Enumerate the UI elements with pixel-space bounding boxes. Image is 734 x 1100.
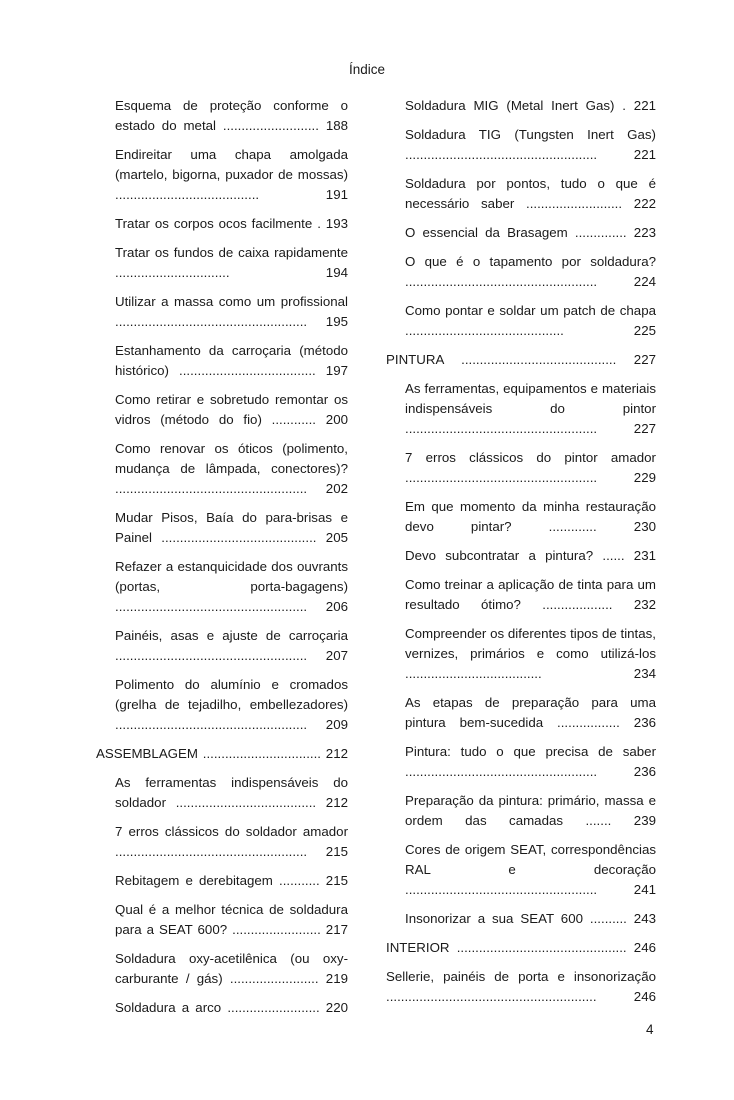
toc-entry-page: 222 <box>622 196 656 211</box>
toc-dot-leader: .................................................... <box>115 717 308 732</box>
toc-entry-title: Em que momento da minha restauração devo pintar? <box>405 499 656 534</box>
toc-dot-leader: ....... <box>585 813 612 828</box>
toc-dot-leader: .................................................... <box>405 470 598 485</box>
toc-entry-title: Soldadura MIG (Metal Inert Gas) <box>405 98 623 113</box>
toc-entry-title: Estanhamento da carroçaria (método histórico) <box>115 343 348 378</box>
toc-entry-title: Painéis, asas e ajuste de carroçaria <box>115 628 348 643</box>
toc-dot-leader: ................... <box>542 597 613 612</box>
toc-entry[interactable] <box>386 301 656 341</box>
toc-entry-page: 209 <box>307 717 348 732</box>
toc-dot-leader: .................................................... <box>115 481 308 496</box>
toc-entry[interactable] <box>96 998 348 1018</box>
toc-entry[interactable] <box>96 96 348 136</box>
toc-dot-leader: ............................... <box>115 265 230 280</box>
toc-entry-title: As ferramentas, equipamentos e materiais indispensáveis do pintor <box>405 381 656 416</box>
toc-entry-page: 205 <box>316 530 348 545</box>
toc-entry[interactable] <box>96 557 348 617</box>
toc-dot-leader: .................................................... <box>115 844 308 859</box>
toc-entry[interactable] <box>96 145 348 205</box>
toc-dot-leader: ......................... <box>227 1000 320 1015</box>
toc-dot-leader: .......................................... <box>161 530 317 545</box>
toc-entry-page: 225 <box>563 323 656 338</box>
toc-entry-title: Polimento do alumínio e cromados (grelha de tejadilho, embellezadores) <box>115 677 348 712</box>
toc-entry[interactable] <box>96 214 348 234</box>
toc-entry-title: O que é o tapamento por soldadura? <box>405 254 656 269</box>
toc-entry-page: 224 <box>597 274 656 289</box>
toc-entry-page: 243 <box>626 911 656 926</box>
toc-entry-page: 193 <box>320 216 348 231</box>
toc-entry-title: Soldadura por pontos, tudo o que é necessário saber <box>405 176 656 211</box>
toc-entry-title: ASSEMBLAGEM <box>96 746 203 761</box>
toc-dot-leader: .................................................... <box>115 599 308 614</box>
toc-entry-page: 246 <box>596 989 656 1004</box>
toc-entry[interactable] <box>386 546 656 566</box>
toc-entry-page: 232 <box>612 597 656 612</box>
toc-dot-leader: .................................................... <box>405 421 598 436</box>
toc-entry-page: 215 <box>319 873 348 888</box>
toc-entry-page: 191 <box>259 187 348 202</box>
toc-dot-leader: .................................................... <box>405 764 598 779</box>
toc-dot-leader: ........................ <box>229 971 319 986</box>
toc-entry-title: Tratar os fundos de caixa rapidamente <box>115 245 348 260</box>
toc-entry-page: 230 <box>596 519 656 534</box>
toc-entry[interactable] <box>386 448 656 488</box>
toc-dot-leader: ........... <box>279 873 320 888</box>
toc-entry[interactable] <box>386 575 656 615</box>
toc-entry[interactable] <box>386 223 656 243</box>
page-header-title: Índice <box>348 62 386 77</box>
toc-column-right <box>386 96 656 1016</box>
toc-entry[interactable] <box>386 96 656 116</box>
toc-entry-title: PINTURA <box>386 352 462 367</box>
toc-entry[interactable] <box>386 252 656 292</box>
toc-dot-leader: .......................... <box>222 118 319 133</box>
toc-entry[interactable] <box>386 497 656 537</box>
toc-entry-title: As ferramentas indispensáveis do soldador <box>115 775 348 810</box>
toc-entry-title: Soldadura TIG (Tungsten Inert Gas) <box>405 127 656 142</box>
toc-entry-page: 219 <box>318 971 348 986</box>
toc-dot-leader: .................................................... <box>405 274 598 289</box>
toc-entry[interactable] <box>96 341 348 381</box>
toc-dot-leader: ................. <box>557 715 620 730</box>
toc-dot-leader: .......... <box>589 911 627 926</box>
toc-entry-page: 234 <box>541 666 656 681</box>
toc-entry[interactable] <box>96 949 348 989</box>
toc-entry[interactable] <box>96 900 348 940</box>
toc-entry-title: Mudar Pisos, Baía do para-brisas e Painel <box>115 510 348 545</box>
toc-dot-leader: .............................................. <box>456 940 627 955</box>
toc-entry-page: 246 <box>626 940 656 955</box>
toc-entry[interactable] <box>386 624 656 684</box>
toc-dot-leader: .................................................... <box>405 882 598 897</box>
toc-column-left <box>96 96 348 1027</box>
toc-dot-leader: ..................................... <box>405 666 542 681</box>
toc-entry-page: 217 <box>320 922 348 937</box>
toc-entry-title: Devo subcontratar a pintura? <box>405 548 603 563</box>
toc-entry[interactable] <box>386 350 656 370</box>
toc-entry[interactable] <box>96 773 348 813</box>
toc-entry-page: 215 <box>307 844 348 859</box>
toc-dot-leader: ..................................... <box>179 363 316 378</box>
toc-entry-title: 7 erros clássicos do pintor amador <box>405 450 656 465</box>
toc-entry-page: 220 <box>319 1000 348 1015</box>
toc-entry-title: Cores de origem SEAT, correspondências RAL e decoração <box>405 842 656 877</box>
toc-entry-title: Soldadura oxy-acetilênica (ou oxy-carburante / gás) <box>115 951 348 986</box>
toc-dot-leader: ............. <box>548 519 597 534</box>
toc-dot-leader: .................................................... <box>115 314 308 329</box>
toc-entry-page: 229 <box>597 470 656 485</box>
toc-entry-title: Esquema de proteção conforme o estado do metal <box>115 98 348 133</box>
toc-entry-title: Qual é a melhor técnica de soldadura para a SEAT 600? <box>115 902 348 937</box>
toc-dot-leader: .................................................... <box>115 648 308 663</box>
toc-dot-leader: . <box>317 216 321 231</box>
toc-entry-title: As etapas de preparação para uma pintura bem-sucedida <box>405 695 656 730</box>
toc-entry-title: Como retirar e sobretudo remontar os vidros (método do fio) <box>115 392 348 427</box>
toc-entry-page: 227 <box>616 352 656 367</box>
toc-entry-page: 231 <box>624 548 656 563</box>
toc-entry[interactable] <box>386 174 656 214</box>
toc-dot-leader: ............ <box>271 412 317 427</box>
toc-entry[interactable] <box>386 379 656 439</box>
page-number: 4 <box>646 1022 654 1037</box>
toc-entry-page: 195 <box>307 314 348 329</box>
toc-entry-page: 207 <box>307 648 348 663</box>
toc-entry-title: Como renovar os óticos (polimento, mudança de lâmpada, conectores)? <box>115 441 348 476</box>
toc-entry[interactable] <box>386 938 656 958</box>
toc-entry-page: 200 <box>316 412 348 427</box>
toc-dot-leader: . <box>622 98 626 113</box>
toc-entry-title: Preparação da pintura: primário, massa e ordem das camadas <box>405 793 656 828</box>
toc-dot-leader: ......................................................... <box>386 989 597 1004</box>
toc-dot-leader: .......................... <box>526 196 623 211</box>
toc-entry-title: Como treinar a aplicação de tinta para um resultado ótimo? <box>405 577 656 612</box>
toc-dot-leader: ........................................... <box>405 323 564 338</box>
toc-entry[interactable] <box>96 822 348 862</box>
toc-entry[interactable] <box>386 791 656 831</box>
toc-entry[interactable] <box>96 508 348 548</box>
toc-dot-leader: .......................................... <box>461 352 617 367</box>
toc-entry-page: 236 <box>619 715 656 730</box>
toc-entry-page: 239 <box>611 813 656 828</box>
toc-dot-leader: ....................................... <box>115 187 260 202</box>
toc-entry[interactable] <box>386 125 656 165</box>
toc-entry-page: 227 <box>597 421 656 436</box>
toc-entry[interactable] <box>96 390 348 430</box>
toc-entry[interactable] <box>96 243 348 283</box>
toc-entry[interactable] <box>386 742 656 782</box>
toc-entry-title: Soldadura a arco <box>115 1000 228 1015</box>
toc-dot-leader: ................................ <box>202 746 321 761</box>
toc-dot-leader: .................................................... <box>405 147 598 162</box>
toc-entry-page: 212 <box>321 746 348 761</box>
toc-entry-title: Endireitar uma chapa amolgada (martelo, bigorna, puxador de mossas) <box>115 147 348 182</box>
toc-entry-title: Como pontar e soldar um patch de chapa <box>405 303 656 318</box>
toc-entry-page: 202 <box>307 481 348 496</box>
toc-entry-title: Rebitagem e derebitagem <box>115 873 280 888</box>
toc-dot-leader: ...................................... <box>175 795 317 810</box>
toc-entry[interactable] <box>96 626 348 666</box>
toc-entry-title: Insonorizar a sua SEAT 600 <box>405 911 590 926</box>
toc-entry-page: 188 <box>318 118 349 133</box>
toc-entry-title: INTERIOR <box>386 940 457 955</box>
toc-entry-title: Utilizar a massa como um profissional <box>115 294 348 309</box>
toc-dot-leader: ...... <box>602 548 625 563</box>
toc-entry-title: 7 erros clássicos do soldador amador <box>115 824 348 839</box>
toc-entry[interactable] <box>96 292 348 332</box>
toc-entry-page: 212 <box>316 795 348 810</box>
toc-entry[interactable] <box>96 675 348 735</box>
toc-entry-title: Pintura: tudo o que precisa de saber <box>405 744 656 759</box>
toc-entry-page: 221 <box>597 147 656 162</box>
toc-entry-page: 197 <box>315 363 348 378</box>
toc-entry[interactable] <box>96 744 348 764</box>
toc-entry[interactable] <box>386 967 656 1007</box>
toc-entry-title: Compreender os diferentes tipos de tintas, vernizes, primários e como utilizá-los <box>405 626 656 661</box>
toc-dot-leader: ........................ <box>232 922 321 937</box>
toc-entry-title: O essencial da Brasagem <box>405 225 575 240</box>
toc-entry-title: Tratar os corpos ocos facilmente <box>115 216 318 231</box>
toc-entry-title: Sellerie, painéis de porta e insonorização <box>386 969 656 984</box>
toc-dot-leader: .............. <box>574 225 627 240</box>
toc-entry-title: Refazer a estanquicidade dos ouvrants (portas, porta-bagagens) <box>115 559 348 594</box>
toc-entry-page: 241 <box>597 882 656 897</box>
toc-entry[interactable] <box>386 693 656 733</box>
toc-entry[interactable] <box>96 439 348 499</box>
toc-entry-page: 236 <box>597 764 656 779</box>
toc-entry-page: 221 <box>625 98 656 113</box>
toc-entry[interactable] <box>386 909 656 929</box>
toc-entry[interactable] <box>96 871 348 891</box>
toc-entry-page: 206 <box>307 599 348 614</box>
toc-entry-page: 194 <box>229 265 348 280</box>
toc-entry-page: 223 <box>626 225 656 240</box>
toc-entry[interactable] <box>386 840 656 900</box>
